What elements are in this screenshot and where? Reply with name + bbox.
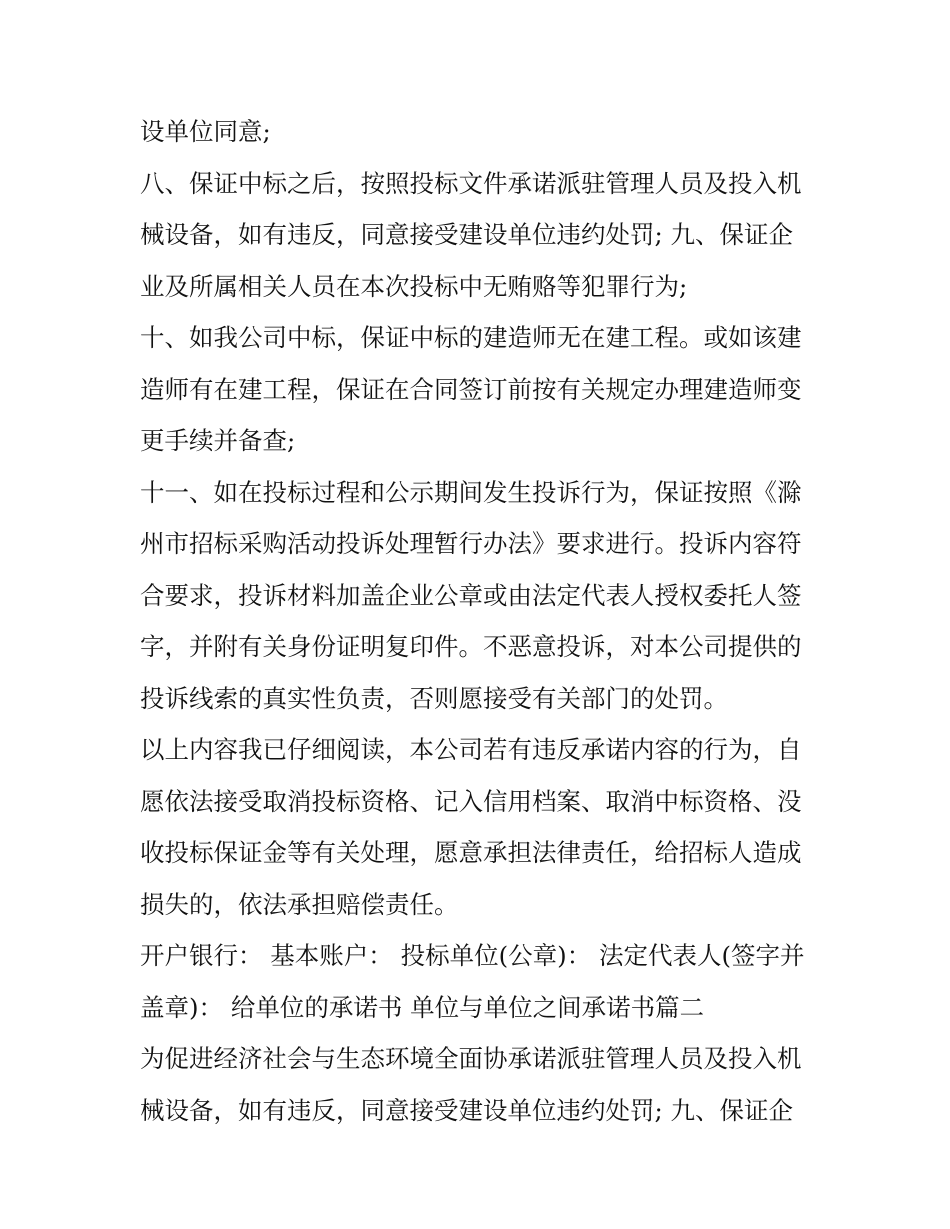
text-line: 设单位同意; — [140, 117, 271, 146]
text-line: 十、如我公司中标，保证中标的建造师无在建工程。或如该建 — [140, 323, 802, 352]
text-line: 十一、如在投标过程和公示期间发生投诉行为，保证按照《滁 — [140, 477, 802, 507]
text-line: 盖章)： 给单位的承诺书 单位与单位之间承诺书篇二 — [140, 992, 705, 1022]
text-line: 字，并附有关身份证明复印件。不恶意投诉，对本公司提供的 — [140, 632, 802, 661]
text-line: 收投标保证金等有关处理，愿意承担法律责任，给招标人造成 — [140, 838, 802, 867]
text-line: 合要求，投诉材料加盖企业公章或由法定代表人授权委托人签 — [140, 580, 802, 610]
text-line: 愿依法接受取消投标资格、记入信用档案、取消中标资格、没 — [140, 786, 802, 816]
text-line: 八、保证中标之后，按照投标文件承诺派驻管理人员及投入机 — [140, 168, 802, 198]
document-body — [140, 106, 820, 1136]
text-line: 造师有在建工程，保证在合同签订前按有关规定办理建造师变 — [140, 374, 802, 404]
text-line: 更手续并备查; — [140, 426, 296, 455]
text-line: 业及所属相关人员在本次投标中无贿赂等犯罪行为; — [140, 271, 688, 301]
text-line: 械设备，如有违反，同意接受建设单位违约处罚; 九、保证企 — [140, 1095, 794, 1125]
text-line: 械设备，如有违反，同意接受建设单位违约处罚; 九、保证企 — [140, 220, 794, 249]
text-line: 开户银行： 基本账户： 投标单位(公章)： 法定代表人(签字并 — [140, 941, 805, 970]
text-line: 投诉线索的真实性负责，否则愿接受有关部门的处罚。 — [140, 683, 728, 713]
text-line: 以上内容我已仔细阅读，本公司若有违反承诺内容的行为，自 — [140, 735, 802, 764]
text-line: 为促进经济社会与生态环境全面协承诺派驻管理人员及投入机 — [140, 1044, 802, 1073]
text-line: 损失的，依法承担赔偿责任。 — [140, 889, 459, 919]
text-line: 州市招标采购活动投诉处理暂行办法》要求进行。投诉内容符 — [140, 529, 802, 558]
